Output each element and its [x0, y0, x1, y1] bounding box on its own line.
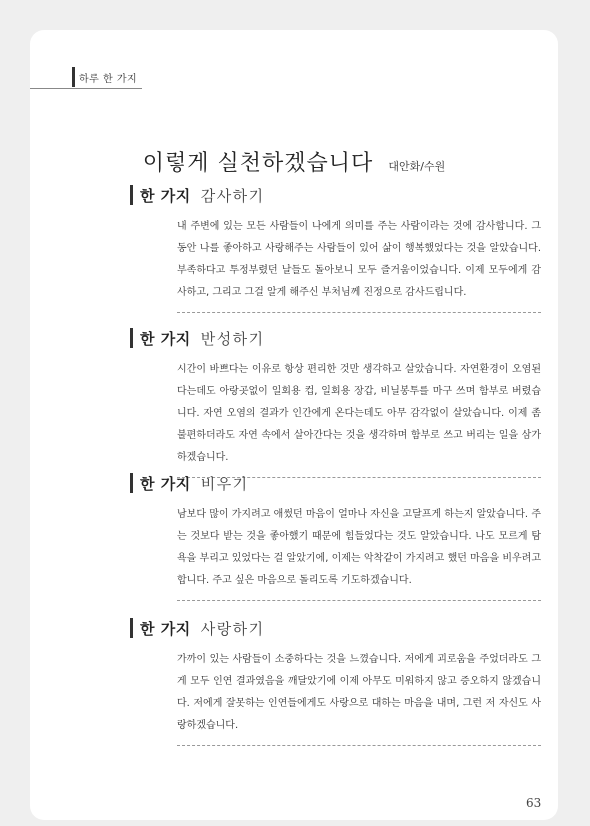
page-sheet [30, 30, 558, 820]
section-keyword: 한 가지 [140, 186, 191, 205]
section-heading [130, 617, 542, 639]
header-bar [72, 67, 75, 87]
section-subtitle: 감사하기 [200, 186, 265, 205]
section-subtitle: 비우기 [200, 474, 249, 493]
header-label: 하루 한 가지 [79, 73, 138, 85]
title-block [30, 146, 558, 177]
section-reflection [130, 327, 542, 478]
section-body: 가까이 있는 사람들이 소중하다는 것을 느꼈습니다. 저에게 괴로움을 주었더라도 그게 모두 인연 결과였음을 깨달았기에 이제 아무도 미워하지 않고 증오하지 않겠습니다. 저에게 잘못하는 인연들에게도 사랑으로 대하는 마음을 내며, 그런 저 자신도 사랑하겠습니다. [177, 649, 541, 746]
page-title: 이렇게 실천하겠습니다 [142, 151, 374, 176]
section-body: 남보다 많이 가지려고 애썼던 마음이 얼마나 자신을 고달프게 하는지 알았습니다. 주는 것보다 받는 것을 좋아했기 때문에 힘들었다는 것도 알았습니다. 나도 모르게 탐욕을 부리고 있었다는 걸 알았기에, 이제는 악착같이 가지려고 했던 마음을 비우려고 합니다. 주고 싶은 마음으로 돌리도록 기도하겠습니다. [177, 504, 541, 601]
header-rule [30, 88, 142, 89]
page-number: 63 [526, 796, 542, 810]
section-emptying [130, 472, 542, 601]
section-subtitle: 반성하기 [200, 329, 265, 348]
section-subtitle: 사랑하기 [200, 619, 265, 638]
heading-bar [130, 185, 133, 205]
heading-bar [130, 618, 133, 638]
running-header [30, 66, 142, 88]
section-heading [130, 327, 542, 349]
section-loving [130, 617, 542, 746]
section-body: 내 주변에 있는 모든 사람들이 나에게 의미를 주는 사람이라는 것에 감사합니다. 그동안 나를 좋아하고 사랑해주는 사람들이 있어 삶이 행복했었다는 것을 알았습니다. 부족하다고 투정부렸던 날들도 돌아보니 모두 즐거움이었습니다. 이제 모두에게 감사하고, 그리고 그걸 알게 해주신 부처님께 진정으로 감사드립니다. [177, 216, 541, 313]
section-heading [130, 184, 542, 206]
section-heading [130, 472, 542, 494]
section-keyword: 한 가지 [140, 619, 191, 638]
section-keyword: 한 가지 [140, 474, 191, 493]
section-body: 시간이 바쁘다는 이유로 항상 편리한 것만 생각하고 살았습니다. 자연환경이 오염된다는데도 아랑곳없이 일회용 컵, 일회용 장갑, 비닐봉투를 마구 쓰며 함부로 버렸습니다. 자연 오염의 결과가 인간에게 온다는데도 아무 감각없이 살았습니다. 이제 좀 불편하더라도 자연 속에서 살아간다는 것을 생각하며 함부로 쓰고 버리는 일을 삼가하겠습니다. [177, 359, 541, 478]
heading-bar [130, 328, 133, 348]
heading-bar [130, 473, 133, 493]
author-byline: 대안화/수원 [388, 160, 446, 173]
section-keyword: 한 가지 [140, 329, 191, 348]
section-gratitude [130, 184, 542, 313]
